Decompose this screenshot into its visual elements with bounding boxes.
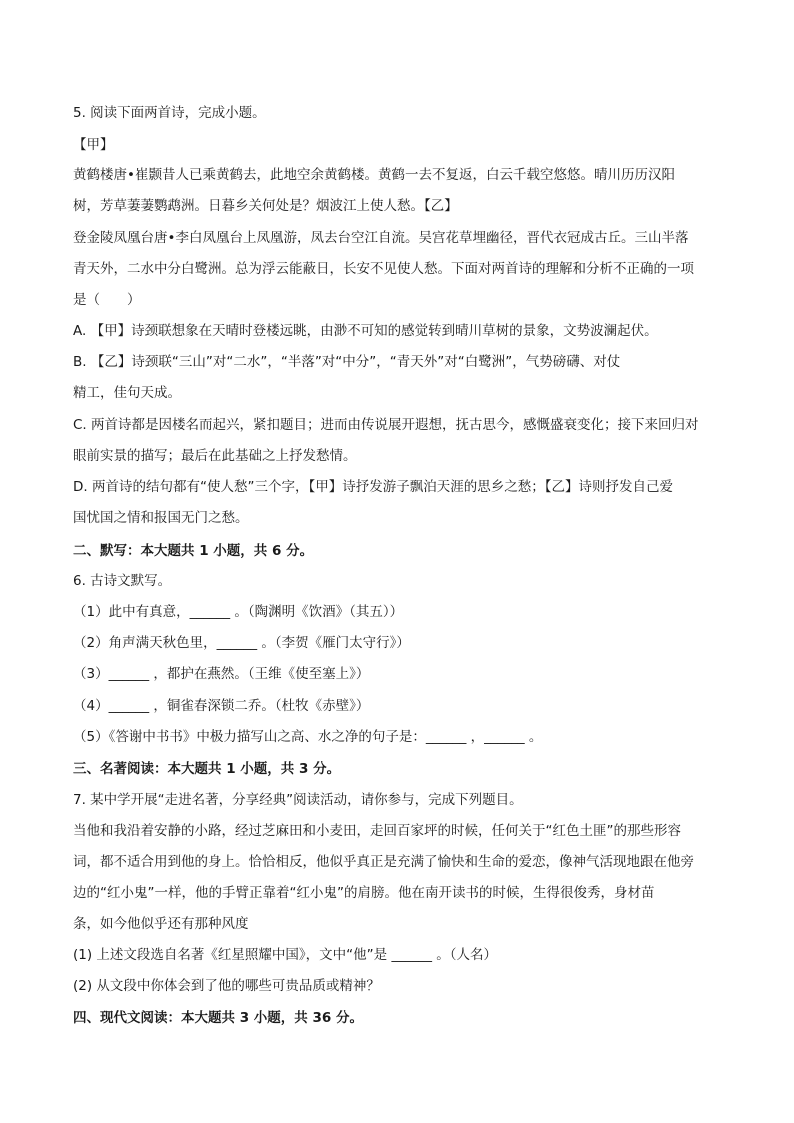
recitation-item: （5）《答谢中书书》中极力描写山之高、水之净的句子是：______ ，______ 。 <box>73 729 543 745</box>
recitation-item: （1）此中有真意，______ 。（陶渊明《饮酒》（其五）） <box>73 604 404 620</box>
recitation-item: （4）______ ，铜雀春深锁二乔。（杜牧《赤壁》） <box>73 698 370 714</box>
poem-line: 树，芳草萋萋鹦鹉洲。日暮乡关何处是？烟波江上使人愁。【乙】 <box>73 198 458 214</box>
option-d: D. 两首诗的结句都有“使人愁”三个字，【甲】诗抒发游子飘泊天涯的思乡之愁；【乙】诗则抒发自己爱 <box>73 479 673 495</box>
section-heading-4: 四、现代文阅读：本大题共 3 小题，共 36 分。 <box>73 1010 363 1026</box>
section-heading-3: 三、名著阅读：本大题共 1 小题，共 3 分。 <box>73 761 341 777</box>
q7-sub1: (1) 上述文段选自名著《红星照耀中国》，文中“他”是 ______ 。（人名） <box>73 947 497 963</box>
passage-line: 边的“红小鬼”一样，他的手臂正靠着“红小鬼”的肩膀。他在南开读书的时候，生得很俊秀，身材苗 <box>73 885 655 901</box>
option-c: C. 两首诗都是因楼名而起兴，紧扣题目；进而由传说展开遐想，抚古思今，感慨盛衰变化；接下来回归对 <box>73 417 699 433</box>
option-c-cont: 眼前实景的描写；最后在此基础之上抒发愁情。 <box>73 448 357 464</box>
passage-line: 词，都不适合用到他的身上。恰恰相反，他似乎真正是充满了愉快和生命的爱恋，像神气活现地跟在他旁 <box>73 854 694 870</box>
recitation-item: （3）______ ，都护在燕然。（王维《使至塞上》） <box>73 666 370 682</box>
q6-intro: 6. 古诗文默写。 <box>73 573 172 589</box>
poem-line: 登金陵凤凰台唐•李白凤凰台上凤凰游，凤去台空江自流。吴宫花草埋幽径，晋代衣冠成古丘。三山半落 <box>73 230 689 246</box>
q7-intro: 7. 某中学开展“走进名著，分享经典”阅读活动，请你参与，完成下列题目。 <box>73 792 523 808</box>
poem-line: 青天外，二水中分白鹭洲。总为浮云能蔽日，长安不见使人愁。下面对两首诗的理解和分析不正确的一项 <box>73 261 694 277</box>
poem-jia-label: 【甲】 <box>73 137 114 153</box>
passage-line: 当他和我沿着安静的小路，经过芝麻田和小麦田，走回百家坪的时候，任何关于“红色土匪”的那些形容 <box>73 823 681 839</box>
q5-intro: 5. 阅读下面两首诗，完成小题。 <box>73 105 266 121</box>
passage-line: 条，如今他似乎还有那种风度 <box>73 916 249 932</box>
poem-line: 黄鹤楼唐•崔颢昔人已乘黄鹤去，此地空余黄鹤楼。黄鹤一去不复返，白云千载空悠悠。晴川历历汉阳 <box>73 167 675 183</box>
recitation-item: （2）角声满天秋色里，______ 。（李贺《雁门太守行》） <box>73 635 410 651</box>
option-d-cont: 国忧国之情和报国无门之愁。 <box>73 510 249 526</box>
option-a: A. 【甲】诗颈联想象在天晴时登楼远眺，由渺不可知的感觉转到晴川草树的景象，文势波澜起伏。 <box>73 323 658 339</box>
q7-sub2: (2) 从文段中你体会到了他的哪些可贵品质或精神？ <box>73 978 380 994</box>
question-stem-end: 是（ ） <box>73 292 141 308</box>
option-b: B. 【乙】诗颈联“三山”对“二水”，“半落”对“中分”，“青天外”对“白鹭洲”，气势磅礴、对仗 <box>73 354 621 370</box>
option-b-cont: 精工，佳句天成。 <box>73 385 181 401</box>
section-heading-2: 二、默写：本大题共 1 小题，共 6 分。 <box>73 543 314 559</box>
